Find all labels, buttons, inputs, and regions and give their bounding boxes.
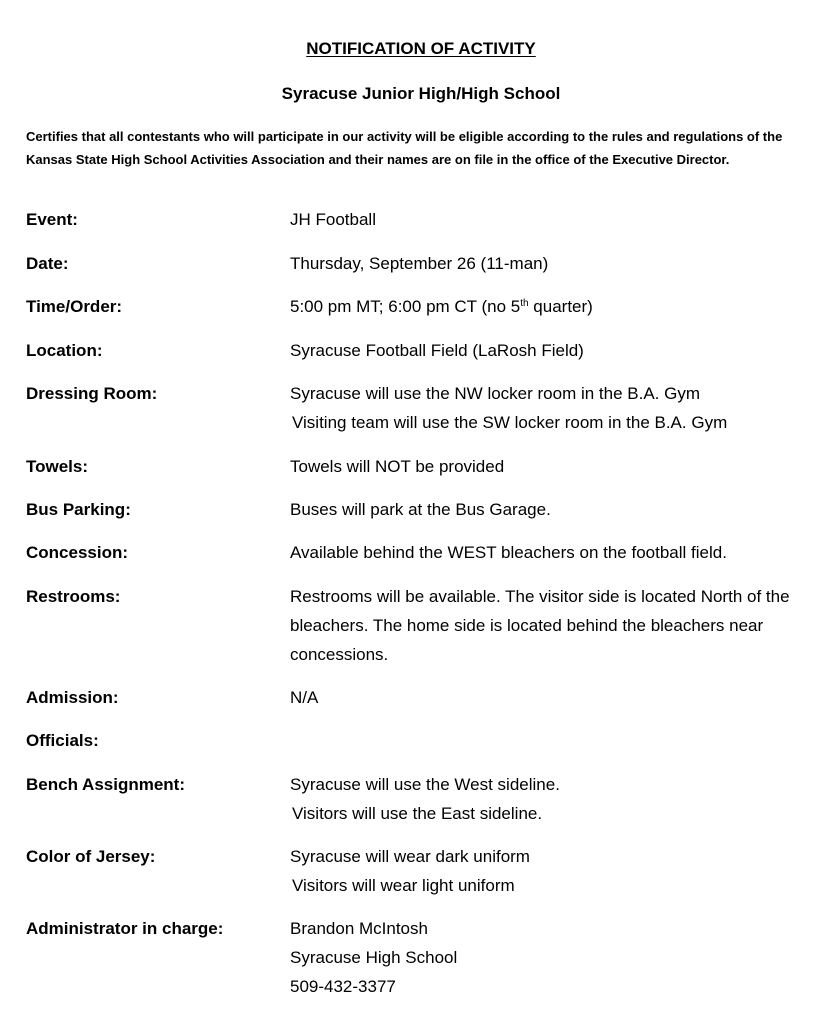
time-order-label: Time/Order: [26,297,123,316]
concession-value: Available behind the WEST bleachers on the football field. [290,543,727,562]
time-order-ordinal: th [520,298,529,309]
bench-assignment-line: Syracuse will use the West sideline. [290,775,560,794]
jersey-color-line: Syracuse will wear dark uniform [290,847,530,866]
admission-label: Admission: [26,688,119,707]
jersey-color-value [290,842,820,900]
dressing-room-label: Dressing Room: [26,384,158,403]
dressing-room-line: Syracuse will use the NW locker room in the B.A. Gym [290,384,701,403]
location-label: Location: [26,341,103,360]
bus-parking-value: Buses will park at the Bus Garage. [290,500,551,519]
officials-label: Officials: [26,731,99,750]
date-value: Thursday, September 26 (11-man) [290,254,549,273]
bench-assignment-value [290,770,820,828]
time-order-text: 5:00 pm MT; 6:00 pm CT (no 5 [290,297,521,316]
jersey-color-label: Color of Jersey: [26,847,156,866]
document-title: NOTIFICATION OF ACTIVITY [306,39,536,58]
administrator-value [290,914,820,1001]
administrator-school: Syracuse High School [290,948,458,967]
administrator-label: Administrator in charge: [26,919,224,938]
dressing-room-line: Visiting team will use the SW locker room in the B.A. Gym [292,413,728,432]
bench-assignment-line: Visitors will use the East sideline. [292,804,543,823]
restrooms-text: Restrooms will be available. The visitor side is located North of the bleachers. The home side is located behind the bleachers near concessions. [290,587,790,664]
jersey-color-line: Visitors will wear light uniform [292,876,515,895]
certification-statement: Certifies that all contestants who will participate in our activity will be eligible according to the rules and regulations of the Kansas State High School Activities Association and their names are on file in the office of the Executive Director. [26,129,783,167]
towels-label: Towels: [26,457,89,476]
time-order-value [290,292,820,321]
bus-parking-label: Bus Parking: [26,500,131,519]
admission-value: N/A [290,688,319,707]
towels-value: Towels will NOT be provided [290,457,505,476]
date-label: Date: [26,254,69,273]
location-value: Syracuse Football Field (LaRosh Field) [290,341,584,360]
restrooms-value [290,582,820,669]
bench-assignment-label: Bench Assignment: [26,775,186,794]
time-order-text-end: quarter) [528,297,593,316]
administrator-name: Brandon McIntosh [290,919,428,938]
dressing-room-value [290,379,820,437]
event-label: Event: [26,210,78,229]
event-value: JH Football [290,210,376,229]
concession-label: Concession: [26,543,129,562]
restrooms-label: Restrooms: [26,587,121,606]
school-name: Syracuse Junior High/High School [281,84,561,103]
administrator-phone: 509-432-3377 [290,977,396,996]
